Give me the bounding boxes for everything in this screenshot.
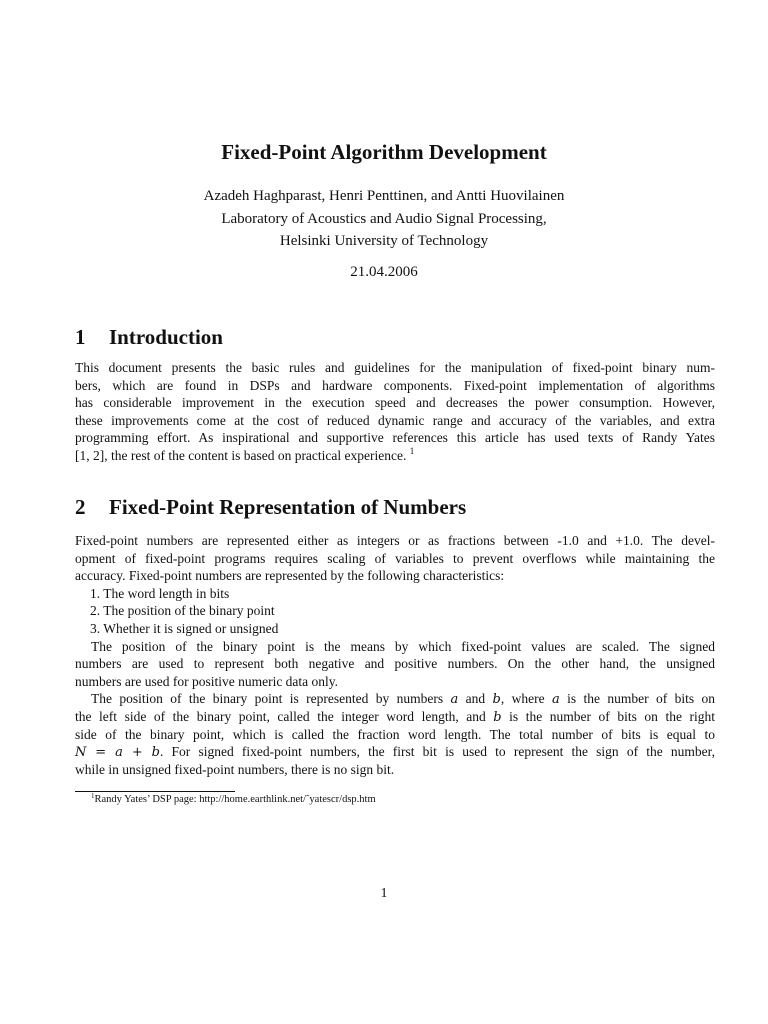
math-equation: N = a + b: [75, 745, 160, 761]
author-affiliation-university: Helsinki University of Technology: [279, 233, 489, 249]
section-title: Introduction: [109, 325, 223, 349]
text-run: the left side of the binary point, called the integer word length, and: [75, 708, 494, 724]
page-number: 1: [380, 886, 388, 901]
text-line: accuracy. Fixed-point numbers are represented by the following characteristics:: [75, 568, 505, 584]
text-run: is the number of bits on: [559, 691, 715, 707]
text-line: [75, 690, 715, 708]
list-item: 1. The word length in bits: [90, 585, 230, 601]
text-line: bers, which are found in DSPs and hardware components. Fixed-point implementation of algorithms: [75, 377, 715, 393]
text-line: while in unsigned fixed-point numbers, there is no sign bit.: [75, 761, 395, 777]
author-affiliation-lab: Laboratory of Acoustics and Audio Signal Processing,: [221, 210, 547, 227]
text-line: has considerable improvement in the execution speed and decreases the power consumption. However,: [75, 395, 715, 411]
text-line: [75, 447, 715, 465]
introduction-paragraph: [75, 359, 715, 465]
author-block: [0, 185, 768, 253]
text-line: opment of fixed-point programs requires scaling of variables to prevent overflows while maintaining the: [75, 550, 715, 566]
text-run: and: [458, 691, 493, 707]
representation-paragraph: [75, 532, 715, 778]
paper-title: Fixed-Point Algorithm Development: [221, 140, 547, 164]
text-run: . For signed fixed-point numbers, the first bit is used to represent the sign of the number,: [159, 744, 716, 760]
math-variable-b: b: [492, 692, 501, 708]
text-run: The position of the binary point is represented by numbers: [91, 691, 451, 707]
footnote-rule: [75, 791, 235, 792]
text-line: Fixed-point numbers are represented either as integers or as fractions between -1.0 and +1.0. The devel-: [75, 533, 715, 548]
footnote-text: Randy Yates’ DSP page: http://home.earthlink.net/˜yatescr/dsp.htm: [94, 794, 376, 805]
text-line: numbers are used for positive numeric data only.: [75, 673, 339, 689]
math-variable-a: a: [450, 692, 459, 708]
section-number: 1: [75, 325, 86, 349]
text-line: The position of the binary point is the means by which fixed-point values are scaled. The signed: [91, 638, 715, 654]
math-variable-b: b: [493, 709, 502, 725]
footnote: [91, 793, 376, 807]
text-run: , where: [500, 691, 552, 707]
text-line: programming effort. As inspirational and supportive references this article has used texts of Randy Yates: [75, 430, 715, 446]
math-variable-a: a: [551, 692, 560, 708]
text-line: numbers are used to represent both negative and positive numbers. On the other hand, the unsigned: [75, 656, 715, 672]
text-line: [75, 708, 715, 726]
text-line: This document presents the basic rules and guidelines for the manipulation of fixed-point binary num-: [75, 360, 715, 375]
text-line: [75, 743, 715, 761]
section-title: Fixed-Point Representation of Numbers: [109, 495, 467, 519]
text-line-content: [1, 2], the rest of the content is based on practical experience.: [75, 447, 410, 463]
section-number: 2: [75, 495, 86, 519]
section-heading-introduction: [75, 324, 223, 350]
section-heading-fixed-point-representation: [75, 494, 466, 520]
list-item: 3. Whether it is signed or unsigned: [90, 620, 279, 636]
list-item: 2. The position of the binary point: [90, 603, 275, 619]
footnote-mark: 1: [91, 792, 95, 800]
paper-date: 21.04.2006: [350, 264, 418, 280]
author-names: Azadeh Haghparast, Henri Penttinen, and Antti Huovilainen: [203, 188, 565, 204]
text-line: these improvements come at the cost of reduced dynamic range and accuracy of the variables, and extra: [75, 412, 715, 428]
text-run: is the number of bits on the right: [501, 708, 715, 724]
text-line: side of the binary point, which is called the fraction word length. The total number of bits is equal to: [75, 726, 715, 742]
footnote-reference[interactable]: 1: [409, 445, 415, 456]
